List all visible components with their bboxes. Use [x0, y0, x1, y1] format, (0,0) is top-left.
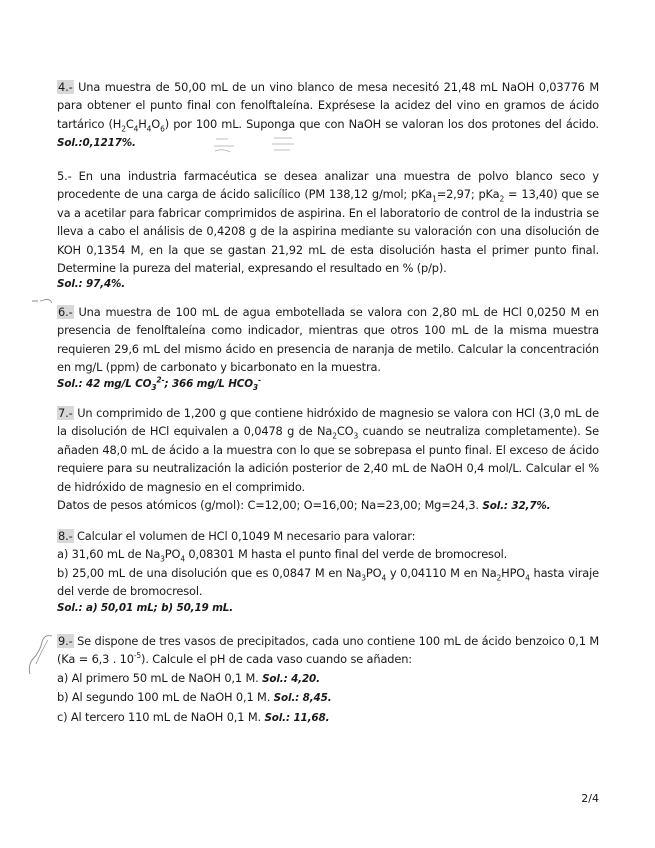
atomic-weights-line: Datos de pesos atómicos (g/mol): C=12,00; O=16,00; Na=23,00; Mg=24,3. Sol.: 32,7%. [57, 498, 551, 513]
part-a: a) Al primero 50 mL de NaOH 0,1 M. Sol.: 4,20. [57, 670, 320, 685]
problem-number: 9.- [58, 634, 73, 648]
part-b: b) Al segundo 100 mL de NaOH 0,1 M. Sol.: 8,45. [57, 690, 332, 705]
problem-number: 4.- [58, 80, 73, 94]
pencil-mark-icon [22, 630, 62, 680]
part-c: c) Al tercero 110 mL de NaOH 0,1 M. Sol.: 11,68. [57, 709, 330, 724]
problem-number: 7.- [58, 406, 73, 420]
solution: Sol.:0,1217%. [57, 137, 136, 150]
problem-number: 5.- [57, 169, 72, 183]
problem-7: 7.- Un comprimido de 1,200 g que contiene hidróxido de magnesio se valora con HCl (3,0 mL de la disolución de HCl equivalen a 0,0478 g de $Na_2CO_3$ cuando se neutraliza completamente). Se añaden 48,0 mL de ácido a la muestra con lo que se sobrepasa el punto final. El exceso de ácido requiere para su neutralización la adición posterior de 2,40 mL de NaOH 0,4 mol/L. Calcular el % de hidróxido de magnesio en el comprimido. Datos de pesos atómicos (g/mol): C=12,00; O=16,00; Na=23,00; Mg=24,3. Sol.: 32,7%. [57, 404, 599, 515]
page-number: 2/4 [581, 792, 599, 805]
solution: Sol.: 11,68. [264, 711, 330, 724]
solution: Sol.: 42 mg/L $CO_3^{2-}$; 366 mg/L $HCO_3^-$ [57, 375, 261, 392]
part-b: b) 25,00 mL de una disolución que es 0,0847 M en $Na_3PO_4$ y 0,04110 M en $Na_2HPO_4$ hasta viraje del verde de bromocresol. [57, 565, 600, 599]
problem-4: 4.- Una muestra de 50,00 mL de un vino blanco de mesa necesitó 21,48 mL NaOH 0,03776 M para obtener el punto final con fenolftaleína. Exprésese la acidez del vino en gramos de ácido tartárico $(H_2C_4H_4O_6)$ por 100 mL. Suponga que con NaOH se valoran los dos protones del ácido. Sol.:0,1217%. [57, 80, 599, 150]
problem-5: 5.- En una industria farmacéutica se desea analizar una muestra de polvo blanco seco y procedente de una carga de ácido salicílico (PM 138,12 g/mol; pKa$_1$=2,97; pKa$_2$ = 13,40) que se va a acetilar para fabricar comprimidos de aspirina. En el laboratorio de control de la industria se lleva a cabo el análisis de 0,4208 g de la aspirina mediante su valoración con una disolución de KOH 0,1354 M, en la que se gastan 21,92 mL de esta disolución hasta el primer punto final. Determine la pureza del material, expresando el resultado en % (p/p). Sol.: 97,4%. [57, 169, 599, 291]
part-a: a) 31,60 mL de $Na_3PO_4$ 0,08301 M hasta el punto final del verde de bromocresol. [57, 547, 508, 564]
problem-number: 6.- [58, 305, 73, 319]
problem-9: 9.- Se dispone de tres vasos de precipitados, cada uno contiene 100 mL de ácido benzoico 0,1 M (Ka = 6,3 . $10^{-5}$). Calcule el pH de cada vaso cuando se añaden: a) Al primero 50 mL de NaOH 0,1 M. Sol.: 4,20. b) Al segundo 100 mL de NaOH 0,1 M. Sol.: 8,45. c) Al tercero 110 mL de NaOH 0,1 M. Sol.: 11,68. [57, 632, 599, 727]
solution: Sol.: 8,45. [273, 692, 332, 705]
problem-6: 6.- Una muestra de 100 mL de agua embotellada se valora con 2,80 mL de HCl 0,0250 M en presencia de fenolftaleína como indicador, mientras que otros 100 mL de la misma muestra requieren 29,6 mL del mismo ácido en presencia de naranja de metilo. Calcular la concentración en mg/L (ppm) de carbonato y bicarbonato en la muestra. Sol.: 42 mg/L $CO_3^{2-}$; 366 mg/L $HCO_3^-$ [57, 305, 599, 392]
problem-8: 8.- Calcular el volumen de HCl 0,1049 M necesario para valorar: a) 31,60 mL de $Na_3PO_4$ 0,08301 M hasta el punto final del verde de bromocresol. b) 25,00 mL de una disolución que es 0,0847 M en $Na_3PO_4$ y 0,04110 M en $Na_2HPO_4$ hasta viraje del verde de bromocresol. Sol.: a) 50,01 mL; b) 50,19 mL. [57, 529, 600, 614]
problem-number: 8.- [58, 529, 73, 543]
solution: Sol.: 4,20. [262, 672, 320, 685]
solution: Sol.: a) 50,01 mL; b) 50,19 mL. [57, 601, 234, 614]
solution: Sol.: 97,4%. [57, 278, 126, 291]
solution: Sol.: 32,7%. [482, 500, 551, 513]
pencil-mark-icon [30, 295, 58, 309]
